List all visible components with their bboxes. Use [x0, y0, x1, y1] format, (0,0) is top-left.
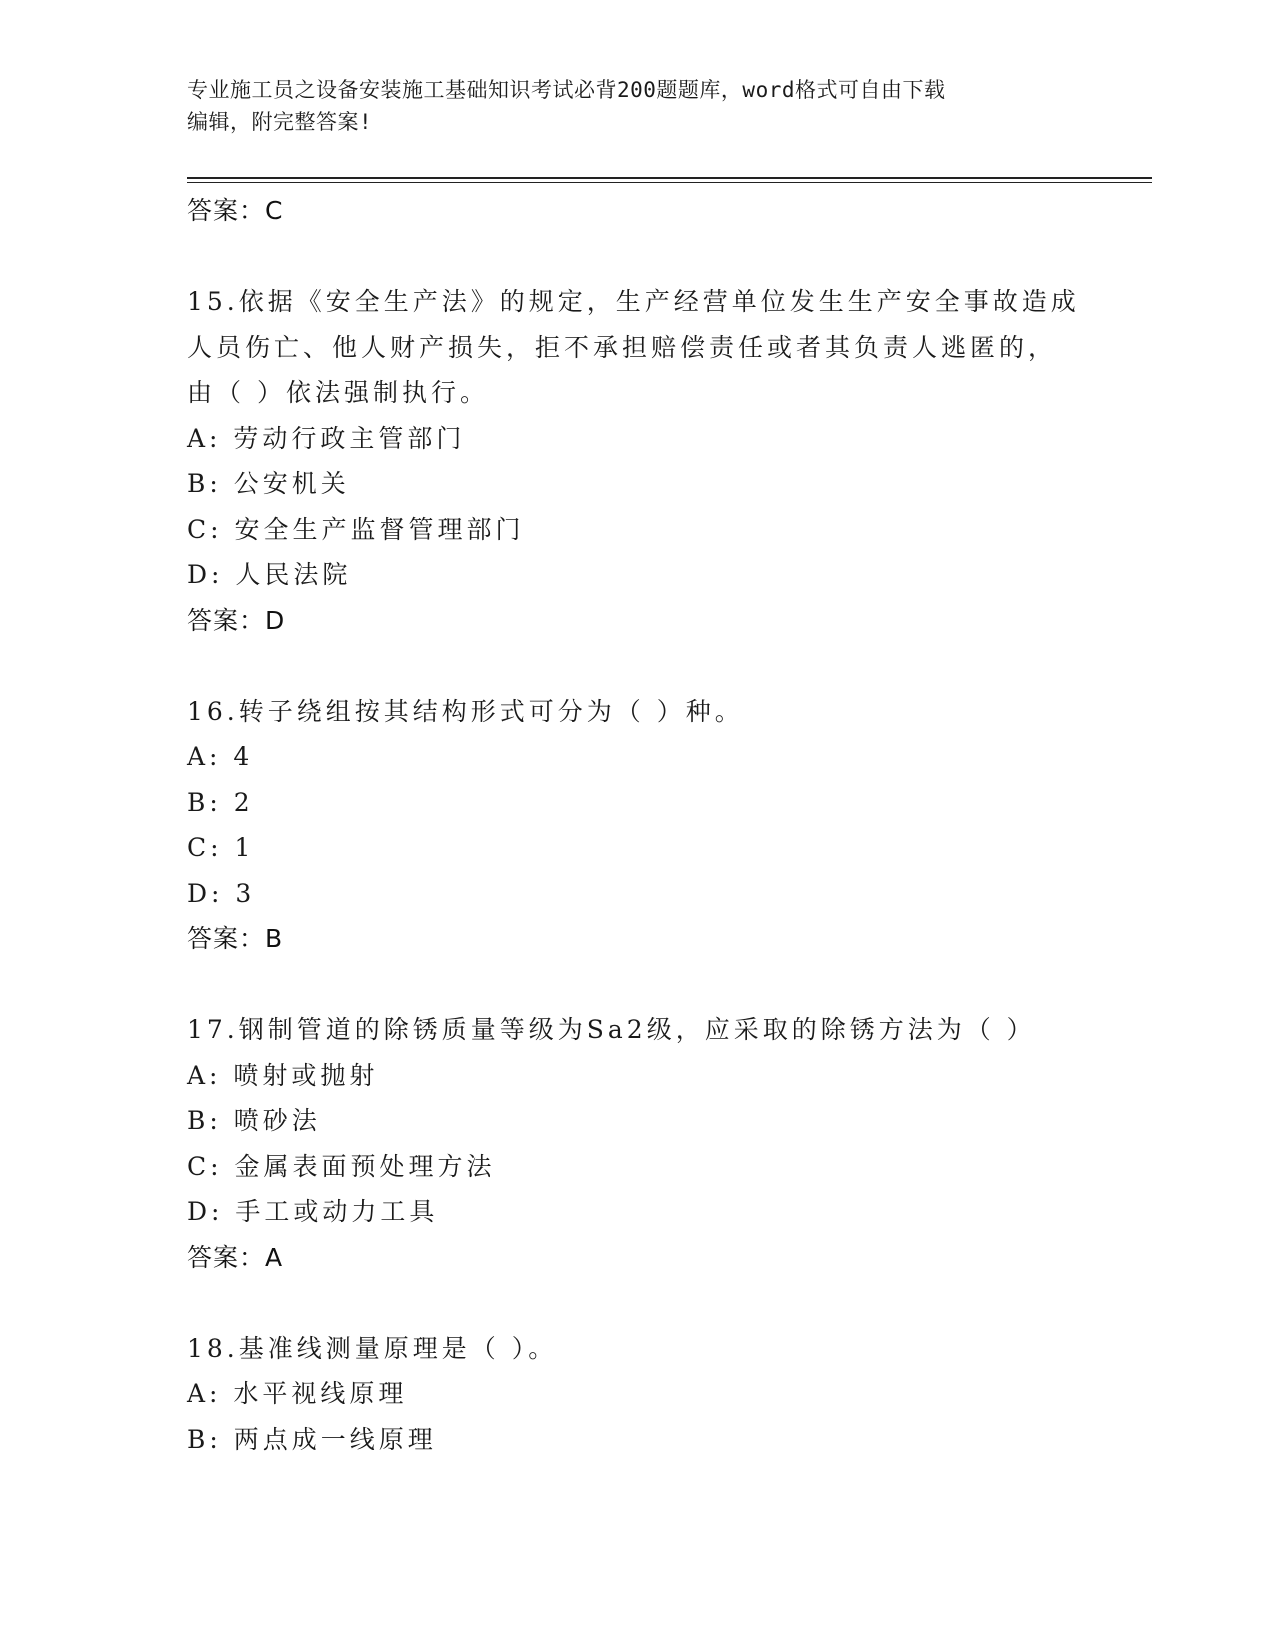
question-text-line: 17.钢制管道的除锈质量等级为Sa2级，应采取的除锈方法为（ ） [187, 1015, 1036, 1044]
question-text-line: 由（ ）依法强制执行。 [187, 378, 489, 407]
option-b: B: 2 [187, 787, 254, 817]
header-line-1: 专业施工员之设备安装施工基础知识考试必背200题题库，word格式可自由下载 [187, 78, 946, 102]
spacer [187, 962, 1152, 1008]
document-header [187, 74, 1087, 138]
answer-line: 答案：B [187, 924, 284, 953]
question-text-line: 15.依据《安全生产法》的规定，生产经营单位发生生产安全事故造成 [187, 287, 1080, 316]
question-17 [187, 1007, 1152, 1280]
question-text-line: 18.基准线测量原理是（ ）。 [187, 1333, 558, 1363]
spacer [187, 643, 1152, 689]
option-a: A: 喷射或抛射 [187, 1060, 379, 1090]
option-b: B: 喷砂法 [187, 1106, 321, 1135]
option-a: A: 水平视线原理 [187, 1379, 408, 1408]
answer-line: 答案：A [187, 1242, 284, 1272]
option-b: B: 两点成一线原理 [187, 1424, 437, 1454]
option-b: B: 公安机关 [187, 469, 350, 498]
option-d: D: 人民法院 [187, 560, 352, 589]
answer-line: 答案：D [187, 605, 286, 635]
header-line-2: 编辑，附完整答案! [187, 110, 373, 134]
header-divider-thick [187, 177, 1152, 179]
option-a: A: 4 [187, 742, 254, 771]
header-divider-thin [187, 182, 1152, 183]
document-body [187, 188, 1152, 1462]
question-text-line: 16.转子绕组按其结构形式可分为（ ）种。 [187, 696, 744, 726]
question-15 [187, 279, 1152, 643]
option-c: C: 金属表面预处理方法 [187, 1151, 496, 1181]
option-d: D: 3 [187, 878, 256, 908]
option-d: D: 手工或动力工具 [187, 1197, 439, 1226]
question-18 [187, 1326, 1152, 1463]
option-c: C: 1 [187, 833, 255, 862]
answer-line: 答案：C [187, 196, 284, 225]
option-a: A: 劳动行政主管部门 [187, 423, 466, 453]
option-c: C: 安全生产监督管理部门 [187, 514, 525, 544]
question-16 [187, 689, 1152, 962]
spacer [187, 1280, 1152, 1326]
spacer [187, 234, 1152, 280]
question-text-line: 人员伤亡、他人财产损失，拒不承担赔偿责任或者其负责人逃匿的， [187, 332, 1058, 362]
